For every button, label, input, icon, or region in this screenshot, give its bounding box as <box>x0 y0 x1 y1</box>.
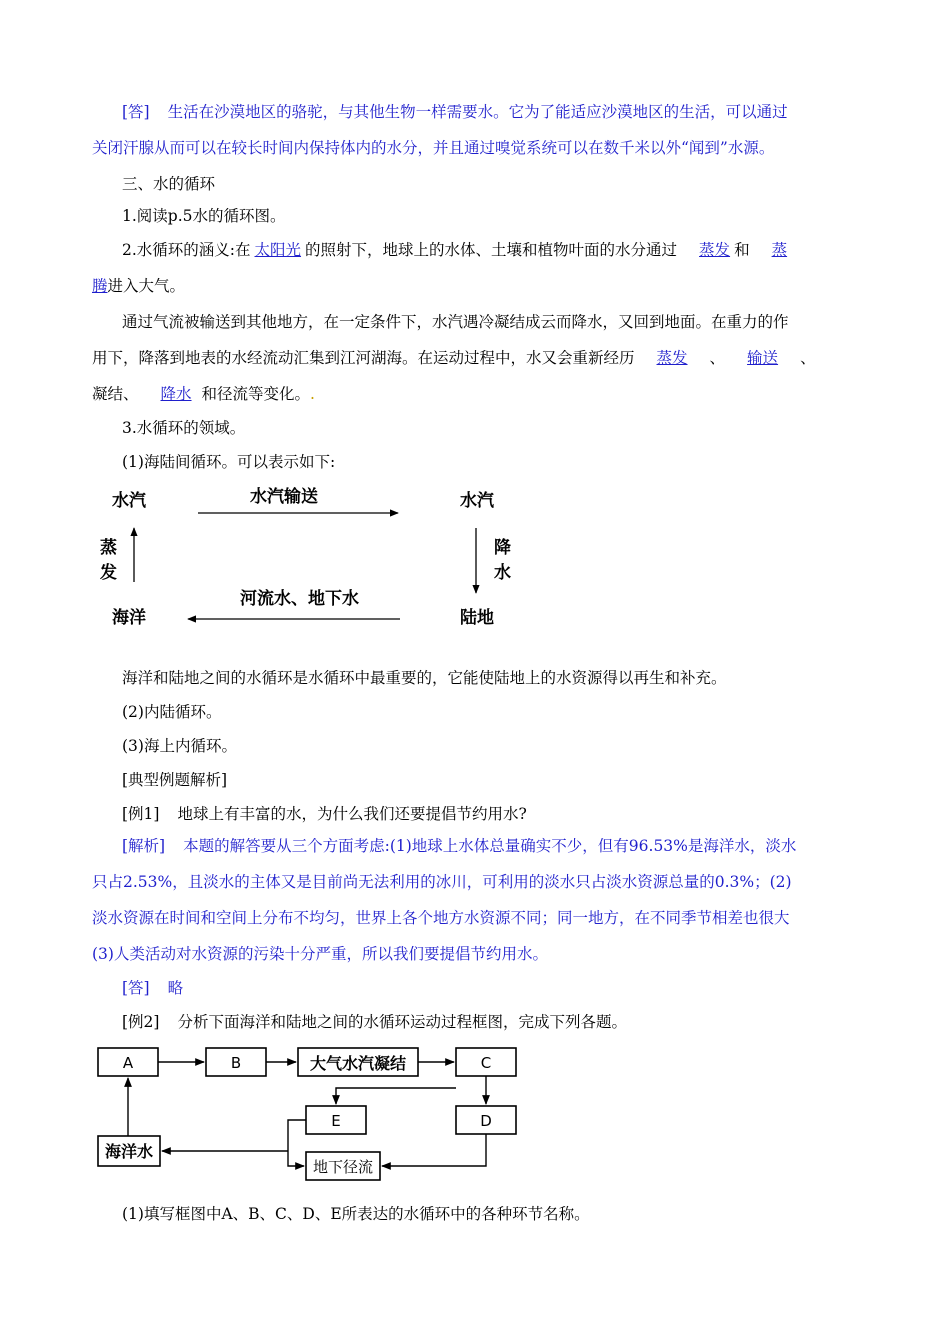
analysis-line3: 淡水资源在时间和空间上分布不均匀，世界上各个地方水资源不同；同一地方，在不同季节相差也很大 <box>92 909 790 927</box>
question-1: (1)填写框图中A、B、C、D、E所表达的水循环中的各种环节名称。 <box>122 1205 590 1223</box>
water-cycle-flowchart <box>90 1040 530 1190</box>
blank-transport: 输送 <box>747 349 779 367</box>
blank-precipitation: 降水 <box>160 385 192 403</box>
box-groundwater-label: 地下径流 <box>312 1158 374 1176</box>
blank-sunlight: 太阳光 <box>254 241 302 259</box>
box-b-label: B <box>230 1054 242 1072</box>
box-d-label: D <box>480 1112 492 1130</box>
answer-paragraph-line2: 关闭汗腺从而可以在较长时间内保持体内的水分，并且通过嗅觉系统可以在数千米以外“闻到”水源。 <box>92 139 775 157</box>
arrow-e-to-groundwater <box>288 1120 306 1166</box>
transport-line2: 用下，降落到地表的水经流动汇集到江河湖海。在运动过程中，水又会重新经历 蒸发 、 输送 、 <box>92 349 816 367</box>
blank-evaporation-2: 蒸发 <box>656 349 688 367</box>
analysis-line2: 只占2.53%，且淡水的主体又是目前尚无法利用的冰川，可利用的淡水只占淡水资源总量的0.3%；(2) <box>92 873 792 891</box>
item-3-2: (2)内陆循环。 <box>122 703 222 721</box>
transport-line1: 通过气流被输送到其他地方，在一定条件下，水汽遇冷凝结成云而降水，又回到地面。在重力的作 <box>122 313 789 331</box>
box-ocean-label: 海洋水 <box>104 1142 154 1161</box>
answer-2: [答] 略 <box>122 979 184 997</box>
sea-land-cycle-diagram <box>90 480 530 640</box>
item-2-line1: 2.水循环的涵义:在 太阳光 的照射下，地球上的水体、土壤和植物叶面的水分通过 蒸发 和 蒸 <box>92 232 862 268</box>
transport-line3: 凝结、 降水 和径流等变化。. <box>92 385 315 403</box>
label-vapor-left: 水汽 <box>112 491 146 511</box>
label-ocean: 海洋 <box>112 608 146 628</box>
blank-evaporation: 蒸发 <box>699 241 731 259</box>
label-precip-1: 降 <box>494 538 511 558</box>
item-3-3: (3)海上内循环。 <box>122 737 237 755</box>
item-2-line2: 腾进入大气。 <box>92 277 186 295</box>
analysis-line1: [解析] 本题的解答要从三个方面考虑:(1)地球上水体总量确实不少，但有96.53%是海洋水，淡水 <box>122 837 797 855</box>
item-3-1: (1)海陆间循环。可以表示如下: <box>122 453 336 471</box>
box-c-label: C <box>480 1054 492 1072</box>
typical-title: [典型例题解析] <box>122 771 228 789</box>
box-condensation-label: 大气水汽凝结 <box>309 1054 407 1073</box>
item-3: 3.水循环的领域。 <box>122 419 246 437</box>
blank-transpiration-2: 腾 <box>92 277 108 295</box>
example-1: [例1] 地球上有丰富的水，为什么我们还要提倡节约用水? <box>122 805 527 823</box>
label-vapor-transport: 水汽输送 <box>250 487 318 507</box>
box-a-label: A <box>122 1054 134 1072</box>
section-title: 三、水的循环 <box>122 175 216 193</box>
label-land: 陆地 <box>460 608 494 628</box>
arrow-c-to-e <box>336 1088 456 1104</box>
analysis-line4: (3)人类活动对水资源的污染十分严重，所以我们要提倡节约用水。 <box>92 945 548 963</box>
important-paragraph: 海洋和陆地之间的水循环是水循环中最重要的，它能使陆地上的水资源得以再生和补充。 <box>122 669 727 687</box>
example-2: [例2] 分析下面海洋和陆地之间的水循环运动过程框图，完成下列各题。 <box>122 1013 627 1031</box>
label-evap-1: 蒸 <box>100 538 117 558</box>
item-1: 1.阅读p.5水的循环图。 <box>122 207 286 225</box>
answer-paragraph-line1: [答] 生活在沙漠地区的骆驼，与其他生物一样需要水。它为了能适应沙漠地区的生活，可以通过 <box>122 103 788 121</box>
label-vapor-right: 水汽 <box>460 491 494 511</box>
blank-transpiration-1: 蒸 <box>771 241 788 259</box>
arrow-d-to-groundwater <box>382 1134 486 1166</box>
label-evap-2: 发 <box>100 563 117 583</box>
label-precip-2: 水 <box>494 563 511 583</box>
box-e-label: E <box>331 1112 341 1130</box>
label-river-groundwater: 河流水、地下水 <box>240 589 359 609</box>
